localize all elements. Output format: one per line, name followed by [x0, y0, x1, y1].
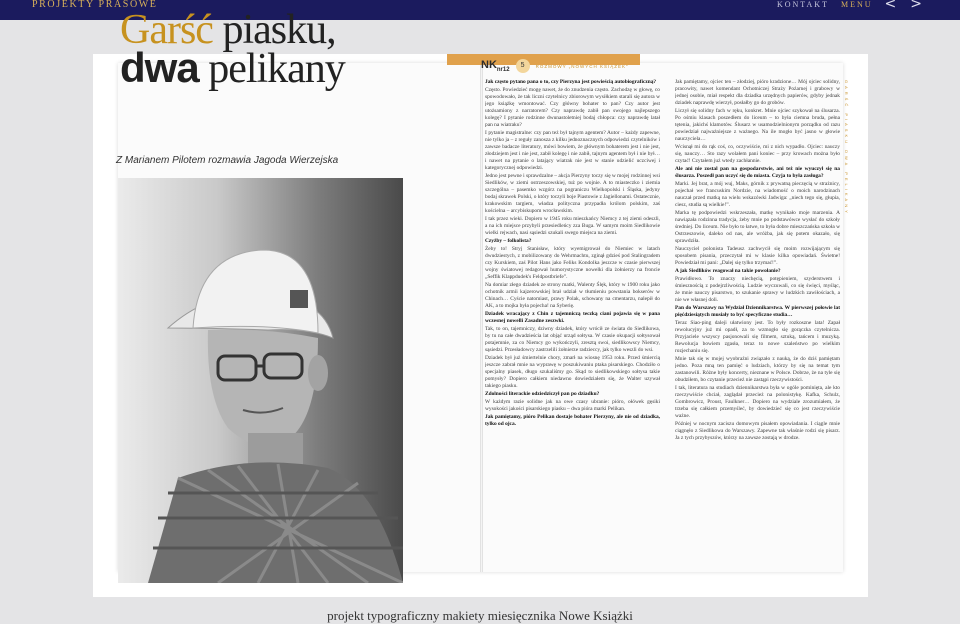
- interview-answer: Prawidłowo. To znaczy niechęcią, potępieniem, szyderstwem i śmiesznością z podejrzliwością. Ludzie wyczuwali, co się święci, myśląc, że mnie nauczy pisarstwo, to szukanie sprawy w ludzkich zawiłościach, a nie we własnej doli.: [675, 276, 840, 303]
- interview-answer: Mnie tak się w mojej wyobraźni związało z nauką, że do dziś pamiętam jedno. Poza mną ten pamięć o ludziach, którzy by się na temat tym zastanowili. Różne były koncerty, nieznane w Polsce. Dobrze, że na tyle się obudziłem, bo czytanie przecież nie zastąpi rzeczywistości.: [675, 356, 840, 383]
- interview-answer: I pytanie magistralne: czy pan też był tajnym agentem? Autor – każdy zapewne, nie tylko ja – z reguły zanosza z kilku jednoznacznych odpowiedzi czytelników i zawsze badacze literatury, mówi bowiem, że głównym bohaterem jest i nie jest, złodziejem jest i nie jest, zabił kolegę i nie zabił, tajnym agentem był i nie był… i nawet na pytanie o latający wiatrak nie jest w stanie udzielić uczciwej i kategorycznej odpowiedzi.: [485, 130, 660, 171]
- interview-question: Jak często pytano pana o to, czy Pierzyna jest powieścią autobiograficzną?: [485, 79, 657, 85]
- hat-badge: [290, 290, 308, 308]
- interview-answer: Nauczyciel polonista Tadeusz zachwycił się moim rozwijającym się sposobem pisania, przeczytał mi w klasie kilka opowiadań. Świetne! Powiedział mi pani: „Dalej się tylko trzymać!”.: [675, 246, 840, 266]
- interview-answer: Marki. Jej brat, a mój wuj, Maks, górnik z prywatną pieczęcią w strażnicy, pojechał we francuskim Nordzie, na wiadomość o moich narodzinach nauczał przed matką na wielu wskazówki Jadwiga: „niech tego się, głupia, ciesz, studia są wielkie!”.: [675, 181, 840, 208]
- next-arrow-icon[interactable]: >: [910, 0, 924, 12]
- page-header: [481, 59, 629, 73]
- top-nav-links: [777, 0, 924, 20]
- portrait-illustration: [118, 178, 403, 583]
- page-number: 5: [516, 59, 530, 73]
- vertical-running-title: GARŚĆ PIASKU DWA PELIKANY: [844, 80, 849, 216]
- title-line1-rest: piasku,: [212, 7, 336, 53]
- prev-arrow-icon[interactable]: <: [884, 0, 899, 12]
- interview-answer: Później w nocnym zaciszu domowym pisałem opowiadania. I ciągle mnie ciągnęło z Siedlikowa do Warszawy. Zapewne tak właśnie rodzi się pisarz. Ja z tych przybyszów, którzy na zawsze zostają w drodze.: [675, 421, 840, 441]
- interview-answer: Dziadek był już śmiertelnie chory, zmarł na wiosnę 1953 roku. Przed śmiercią jeszcze zabrał mnie na wyprawę w poszukiwaniu ptaka pisarskiego. Chodziło o specjalny piasek, długo szukaliśmy go. Skąd to siedlikowskiego sołtysa takie pomysły? Dopiero całkiem niedawno dowiedziałem się, że Walter uzywał takiego piasku.: [485, 355, 660, 389]
- article-byline: Z Marianem Pilotem rozmawia Jagoda Wierzejska: [116, 155, 339, 166]
- interview-answer: Wcisnął mi do rąk coś, co, oczywiście, mi z nich wypadło. Ojciec: nauczy się, nauczy… Sto razy wolałem pani koniec – przy krowach można było czytać! Czytałem już wtedy zachłannie.: [675, 144, 840, 164]
- interview-answer: Żeby to! Stryj Stanisław, który wyemigrował do Niemiec w latach dwudziestych, z mobilizowany do Wehrmachtu, zginął gdzieś pod Stalingradem czy Kurskiem, zaś Pilot Hans jako Feliks Kondolka jeszcze w czasie pierwszej wojny światowej redagował humorystyczne nowelki dla żołnierzy na froncie „Seffik Klappdudek's Feldpostbriefe”.: [485, 246, 660, 280]
- nav-kontakt-link[interactable]: KONTAKT: [776, 0, 829, 9]
- section-label: ROZMOWY „NOWYCH KSIĄŻEK”: [535, 63, 629, 69]
- interview-question: Pan do Warszawy na Wydział Dziennikarstwa. W pierwszej połowie lat pięćdziesiątych musiały to być specyficzne studia…: [675, 305, 840, 318]
- interview-answer: Tak, to on, tajemniczy, dziwny dziadek, który wrócił ze świata do Siedlikowa, by tu na całe dwadzieścia lat objąć urząd sołtysa. W czasie okupacji sołtysował potajemnie, za co Niemcy go wykończyli, zresztą swoi, siedlikowscy Niemcy, sąsiedzi. Przesładowcy zastrzelili żołnierze radzieccy, jak tylko weszli do wsi.: [485, 326, 660, 353]
- interview-answer: Często. Powiedzieć mogę nawet, że do znudzenia często. Zachodzę w głowę, co spowodowało, że tak liczni czytelnicy zbiorowym wysiłkiem starali się autora w jego książkę wmontować. Czy główny bohater to pan? Czy autor jest utożsamiony z narratorem? Czy naprawdę zabił pan swojego najlepszego kolegę? I pytanie rodzinne dwunastoletniej bodaj chłopca: czy naprawdę latał pan na wiatraku?: [485, 87, 660, 128]
- title-bold-word: dwa: [120, 44, 199, 91]
- title-gold-word: Garść: [120, 7, 213, 53]
- interview-answer: Teraz Siao-ping daleji ułatwiony jest. To były rozkoszne lata! Zapał rewolucyjny już mi opadł, za to wzmogło się gorączka czytelnicza. Przyjaciele wszyscy pasjonowali się filmem, sztuką, tańcem i muzyką. Rewolucja bowiem zgasła, teraz to nowe szaleństwo po wielkim rozjechaniu się.: [675, 320, 840, 354]
- spread-gutter: [480, 63, 483, 572]
- interview-answer: W każdym razie solidne jak na owe czasy ubranie: pióro, ołówek gęsiki wysokości jakości pisarskiego piasku – dwa pióra marki Pelikan.: [485, 399, 660, 412]
- article-column-right: [675, 79, 840, 557]
- interview-question: Czyżby – folkolista?: [485, 238, 532, 244]
- interview-answer: I tak, literatura na studiach dziennikarstwa była w ogóle pominięta, ale kto rzeczywiście chciał, zaglądał przecież na polonistykę. Kafka, Schulz, Gombrowicz, Proust, Faulkner… Dopiero na wydziale zrozumiałem, że trzeba się całkiem przemyśleć, by dowiedzieć się co jest rzeczywiście ważne.: [675, 385, 840, 419]
- portrait-photo: [118, 178, 403, 583]
- interview-answer: Jak pamiętamy, ojciec ten – złodziej, pióro kradzione… Mój ojciec solidny, pracowity, nawet komendant Ochotniczej Straży Pożarnej i grabowy w jednej osobie, miał respekt dla dziadka urzędnych papierów, gdyby jednak dziadek naprawdę wierzył, posłałby go do grobów.: [675, 79, 840, 106]
- interview-question: Jak pamiętamy, pióro Pelikan dostaje bohater Pierzyny, ale nie od dziadka, tylko od ojca.: [485, 414, 660, 427]
- interview-question: Ale ani nie zostal pan na gospodarstwie, ani też nie wyuczył się na ślusarza. Poszedł pan uczyć się do miasta. Czyja to była zasługa?: [675, 166, 840, 179]
- title-line2-rest: pelikany: [198, 46, 345, 92]
- interview-answer: Na domiar złego dziadek ze strony matki, Walenty Ślęk, który w 1900 roku jako ochotnik armii kajzerowskiej brał udział w tłumieniu powstania bokserów w Chinach… Cyście natomiast, prawy Polak, schowany na cmentarzu, nalepił do AK, a to mojka była pojecha! na Syberię.: [485, 282, 660, 309]
- nav-menu-link[interactable]: MENU: [840, 0, 873, 9]
- interview-answer: Liczył się solidny fach w ręku, konkret. Mnie ojciec szykował na ślusarza. Po ośmiu klasach poszedłem do liceum – to była ciemna bruda, pełna tętenia, jakichś klamotów. Ślusarz w usamodzielnionym porządku od razu powiedział najważniejsze z ważnego. Na ile mogło być jasno w głowie nauczyciela…: [675, 108, 840, 142]
- article-title-line2: [120, 44, 345, 92]
- interview-question: Dziadek wracający z Chin z tajemniczą teczką ciani pojawia się w pana wczesnej nowelli Zasadne zeszwki.: [485, 311, 660, 324]
- project-caption: projekt typograficzny makiety miesięcznika Nowe Książki: [327, 608, 633, 623]
- interview-question: Zdolności literackie odziedziczył pan po dziadku?: [485, 391, 600, 397]
- interview-question: A jak Siedlików reagował na takie powołanie?: [675, 268, 781, 274]
- interview-answer: Marka tę podpowiedzi wskrzeszała, matkę wynikało moje marzenia. A nawiązała rodzinna tradycja, żeby mnie po podstawówce wysłać do szkoły średniej. Do liceum. Nie było to łatwe, to była dobre mieszczańska szkoła w Ostrzeszowie, daleko od nas, ale wróżba, jak się potem okazało, się sprawdziła.: [675, 210, 840, 244]
- site-brand-link[interactable]: PROJEKTY PRASOWE: [32, 0, 158, 10]
- interview-answer: I tak przez wieki. Dopiero w 1945 roku mieszkańcy Niemcy z tej ziemi odeszli, a na ich miejsce przybyli przesiedleńcy zza Buga. W samym moim Siedlikowie wielki rejwach, nasi sąsiedzi szukali swego miejsca na ziemi.: [485, 216, 660, 236]
- magazine-logo: $NK_{nr12}$: [481, 59, 510, 74]
- interview-answer: Jedno jest pewne i sprawdzalne – akcja Pierzyny toczy się w mojej rodzinnej wsi Siedlików, w ziemi ostrzeszowskiej, tuż po wojnie. A to miasteczko i ziemia szczególna – pasemko wzgórz na pograniczu Wielkopolski i Śląska, jedyny bodaj skrawek Polski, o który toczyli boje Piastowie z Jagiellonami. Ostatecznie, krakowskim targiem, władza polityczna przypadła królom polskim, zaś kościelna – arcybiskupom wrocławskim.: [485, 173, 660, 214]
- article-column-left: [485, 79, 660, 557]
